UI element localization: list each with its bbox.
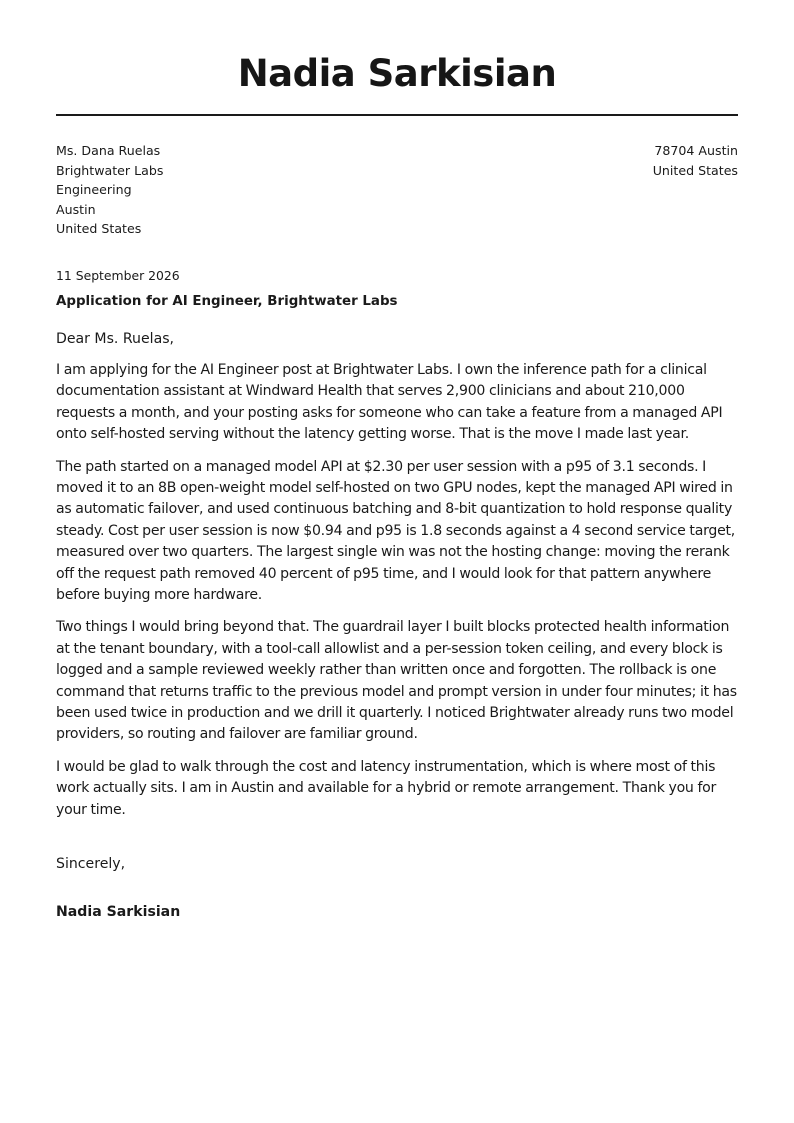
recipient-city: Austin [56,201,96,217]
recipient-company: Brightwater Labs [56,162,164,178]
sender-address [653,141,738,239]
header-divider [56,114,738,116]
salutation: Dear Ms. Ruelas, [56,330,175,347]
closing: Sincerely, [56,856,126,873]
recipient-department: Engineering [56,182,132,198]
sender-name-heading: Nadia Sarkisian [237,52,557,95]
body-paragraph: The path started on a managed model API at $2.30 per user session with a p95 of 3.1 seconds. I moved it to an 8B open-weight model self-hosted on two GPU nodes, kept the managed API wired in as automatic failover, and used continuous batching and 8-bit quantization to hold response quality steady. Cost per user session is now $0.94 and p95 is 1.8 seconds against a 4 second service target, measured over two quarters. The largest single win was not the hosting change: moving the rerank off the request path removed 40 percent of p95 time, and I would look for that pattern anywhere before buying more hardware. [56,458,736,604]
address-block [56,141,738,239]
body-paragraph: Two things I would bring beyond that. The guardrail layer I built blocks protected health information at the tenant boundary, with a tool-call allowlist and a per-session token ceiling, and every block is logged and a sample reviewed weekly rather than written once and forgotten. The rollback is one command that returns traffic to the previous model and prompt version in under four minutes; it has been used twice in production and we drill it quarterly. I noticed Brightwater already runs two model providers, so routing and failover are familiar ground. [56,619,737,743]
signature-name: Nadia Sarkisian [56,904,181,921]
sender-country: United States [652,162,738,178]
body-paragraph: I would be glad to walk through the cost and latency instrumentation, which is where most of this work actually sits. I am in Austin and available for a hybrid or remote arrangement. Thank you for your time. [56,758,717,818]
recipient-name: Ms. Dana Ruelas [56,143,161,158]
recipient-address [56,141,163,239]
letter-subject: Application for AI Engineer, Brightwater Labs [56,293,398,309]
body-paragraph: I am applying for the AI Engineer post at Brightwater Labs. I own the inference path for a clinical documentation assistant at Windward Health that serves 2,900 clinicians and about 210,000 requests a month, and your posting asks for someone who can take a feature from a managed API onto self-hosted serving without the latency getting worse. That is the move I made last year. [56,361,723,443]
sender-postcode-city: 78704 Austin [654,143,738,158]
recipient-country: United States [56,221,142,237]
letter-date: 11 September 2026 [56,267,180,283]
